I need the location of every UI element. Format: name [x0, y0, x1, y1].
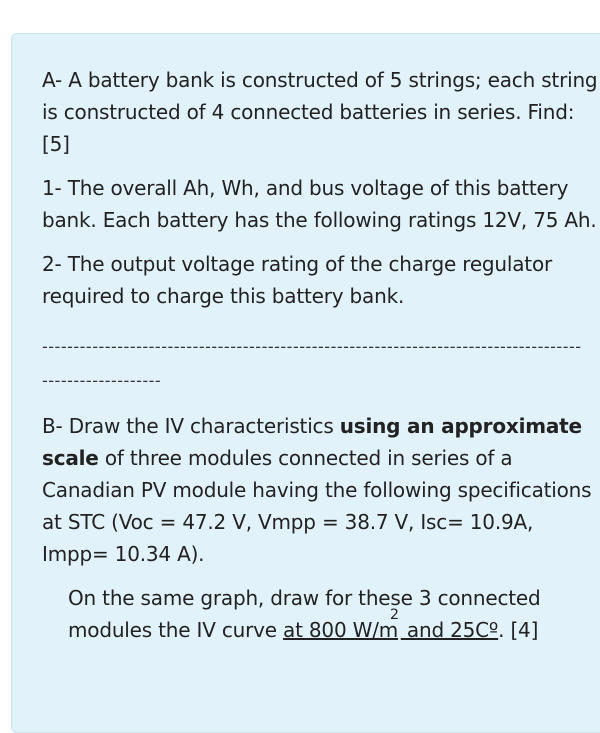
divider-line-2: -------------------: [42, 371, 162, 390]
part-b-followup-text: On the same graph, draw for these 3 connected modules the IV curve: [68, 586, 541, 642]
part-a-question-2: 2- The output voltage rating of the charge regulator required to charge this battery bank.: [42, 252, 553, 308]
answer-divider: [42, 330, 600, 398]
question-card: [11, 33, 600, 733]
part-a-question-1: 1- The overall Ah, Wh, and bus voltage of this battery bank. Each battery has the following ratings 12V, 75 Ah.: [42, 176, 597, 232]
part-b-followup: [42, 582, 600, 649]
part-b-followup-marks: . [4]: [498, 618, 539, 642]
part-a-intro: A- A battery bank is constructed of 5 strings; each string is constructed of 4 connected batteries in series. Find: [5]: [42, 68, 598, 156]
part-b-bold-text: using an approximate scale: [42, 414, 582, 470]
question-content: [42, 64, 600, 649]
part-b-followup-superscript: 2: [390, 607, 399, 623]
part-b-text-start: B- Draw the IV characteristics: [42, 414, 340, 438]
part-b-text-rest: of three modules connected in series of a Canadian PV module having the following specifications at STC (Voc = 47.2 V, Vmpp = 38.7 V, Isc= 10.9A, Impp= 10.34 A).: [42, 446, 592, 566]
part-b-followup-condition: at 800 W/m: [283, 618, 399, 642]
part-b-question: [42, 410, 600, 570]
part-b-followup-temperature: and 25Cº: [400, 618, 499, 642]
divider-line-1: --------------------------------------------------------------------------------------: [42, 337, 582, 356]
